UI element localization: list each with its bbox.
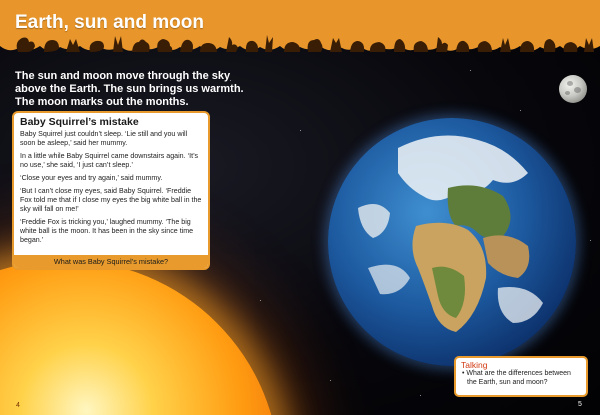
talking-question: • What are the differences between the Earth, sun and moon?	[462, 370, 571, 386]
story-paragraph: Baby Squirrel just couldn’t sleep. ‘Lie still and you will soon be asleep,’ said her mummy.	[20, 130, 188, 147]
story-paragraph: ‘Close your eyes and try again,’ said mummy.	[20, 174, 163, 182]
intro-line: The moon marks out the months.	[15, 96, 189, 108]
page-number-right: 5	[578, 401, 582, 408]
story-title: Baby Squirrel’s mistake	[20, 116, 139, 128]
story-paragraph: ‘Freddie Fox is tricking you,’ laughed mummy. ‘The big white ball is the moon. It has been in the sky since time began.’	[20, 218, 194, 244]
story-body	[14, 130, 208, 245]
talking-title: Talking	[461, 360, 488, 370]
intro-line: above the Earth. The sun brings us warmth.	[15, 83, 244, 95]
page-title: Earth, sun and moon	[15, 12, 204, 33]
story-box	[12, 111, 210, 270]
earth-continents	[328, 118, 576, 366]
intro-line: The sun and moon move through the sky	[15, 70, 231, 82]
intro-text	[15, 70, 315, 109]
story-question: What was Baby Squirrel’s mistake?	[14, 255, 208, 268]
sun-image	[0, 260, 280, 415]
moon-image	[559, 75, 587, 103]
story-paragraph: In a little while Baby Squirrel came downstairs again. ‘It’s no use,’ she said, ‘I just can’t sleep.’	[20, 152, 199, 169]
story-paragraph: ‘But I can’t close my eyes, said Baby Squirrel. ‘Freddie Fox told me that if I close my eyes the big white ball in the sky will fall on me!’	[20, 187, 202, 213]
header-band	[0, 0, 600, 60]
earth-image	[328, 118, 576, 366]
talking-box	[454, 356, 588, 397]
page-number-left: 4	[16, 402, 20, 409]
